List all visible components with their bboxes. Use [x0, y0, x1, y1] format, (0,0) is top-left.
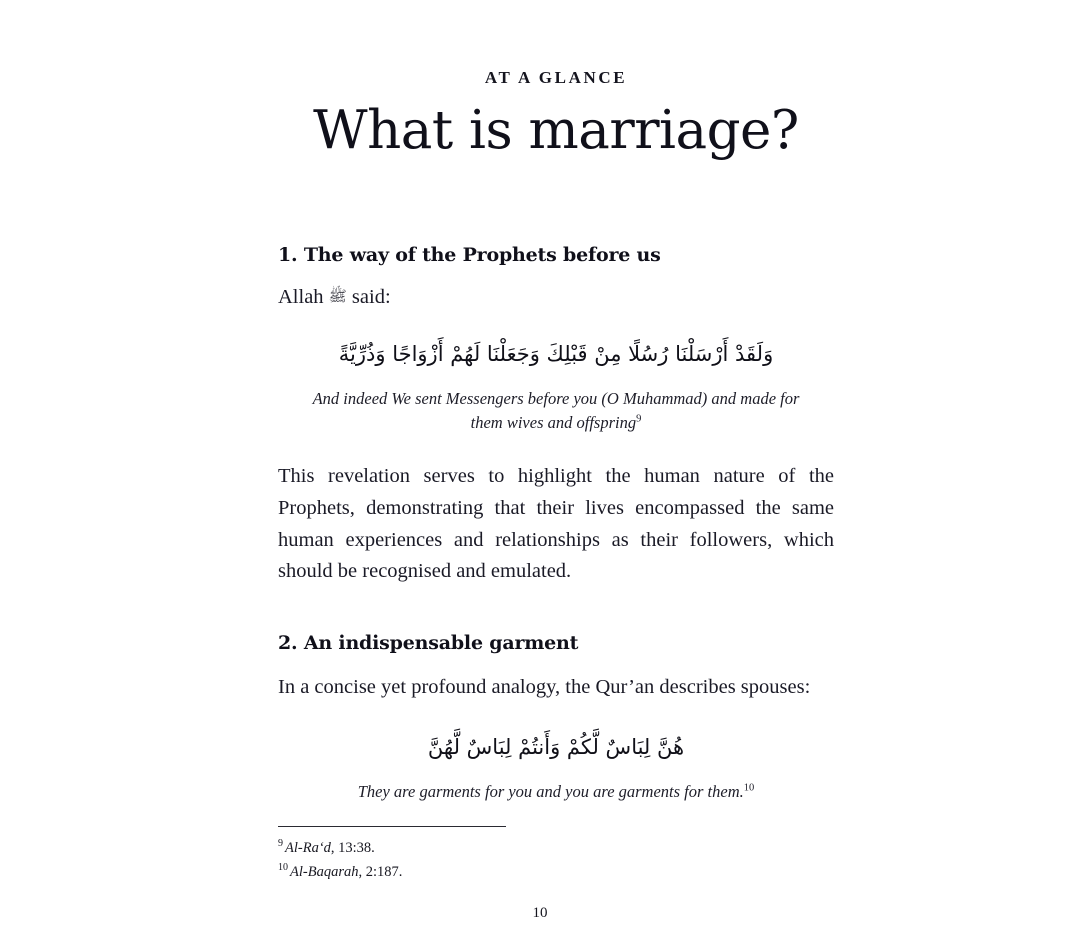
- arabic-verse-2: هُنَّ لِبَاسٌ لَّكُمْ وَأَنتُمْ لِبَاسٌ لَّهُنَّ: [427, 734, 685, 759]
- page-number: 10: [532, 905, 548, 921]
- attribution-prefix: Allah: [278, 286, 324, 309]
- footnote-item: [278, 836, 838, 860]
- section-heading-2: 2. An indispensable garment: [278, 632, 579, 655]
- page-eyebrow: AT A GLANCE: [484, 68, 628, 87]
- page-title: What is marriage?: [313, 100, 799, 161]
- footnote-source: Al-Ra‘d: [285, 839, 331, 856]
- section-1-body: This revelation serves to highlight the human nature of the Prophets, demonstrating that their lives encompassed the same human experiences and relationships as their followers, which should be recognised and emulated.: [278, 465, 834, 583]
- footnote-number: 10: [278, 861, 288, 873]
- section-2-intro: In a concise yet profound analogy, the Qur’an describes spouses:: [278, 676, 811, 699]
- footnote-marker-10: 10: [743, 782, 755, 794]
- attribution-line: [278, 286, 834, 311]
- section-heading-1: 1. The way of the Prophets before us: [278, 244, 661, 267]
- verse-translation-1-text: And indeed We sent Messengers before you (O Muhammad) and made for them wives and offspring: [312, 389, 800, 433]
- footnote-reference: , 2:187.: [358, 863, 403, 880]
- footnote-source: Al-Baqarah: [290, 863, 359, 880]
- verse-translation-2: [278, 780, 834, 804]
- footnote-marker-9: 9: [636, 413, 642, 425]
- verse-translation-2-text: They are garments for you and you are garments for them.: [357, 781, 744, 801]
- verse-translation-1: [278, 387, 834, 435]
- footnotes-area: [278, 826, 838, 883]
- page-content: [278, 0, 834, 804]
- attribution-suffix: said:: [351, 286, 391, 309]
- footnote-reference: , 13:38.: [330, 839, 375, 856]
- honorific-icon: ﷺ: [328, 289, 347, 306]
- footnote-divider: [278, 826, 506, 827]
- footnote-number: 9: [278, 838, 283, 849]
- footnote-item: [278, 860, 838, 884]
- arabic-verse-1: وَلَقَدْ أَرْسَلْنَا رُسُلًا مِنْ قَبْلِكَ وَجَعَلْنَا لَهُمْ أَزْوَاجًا وَذُرِّيَّةً: [338, 342, 774, 367]
